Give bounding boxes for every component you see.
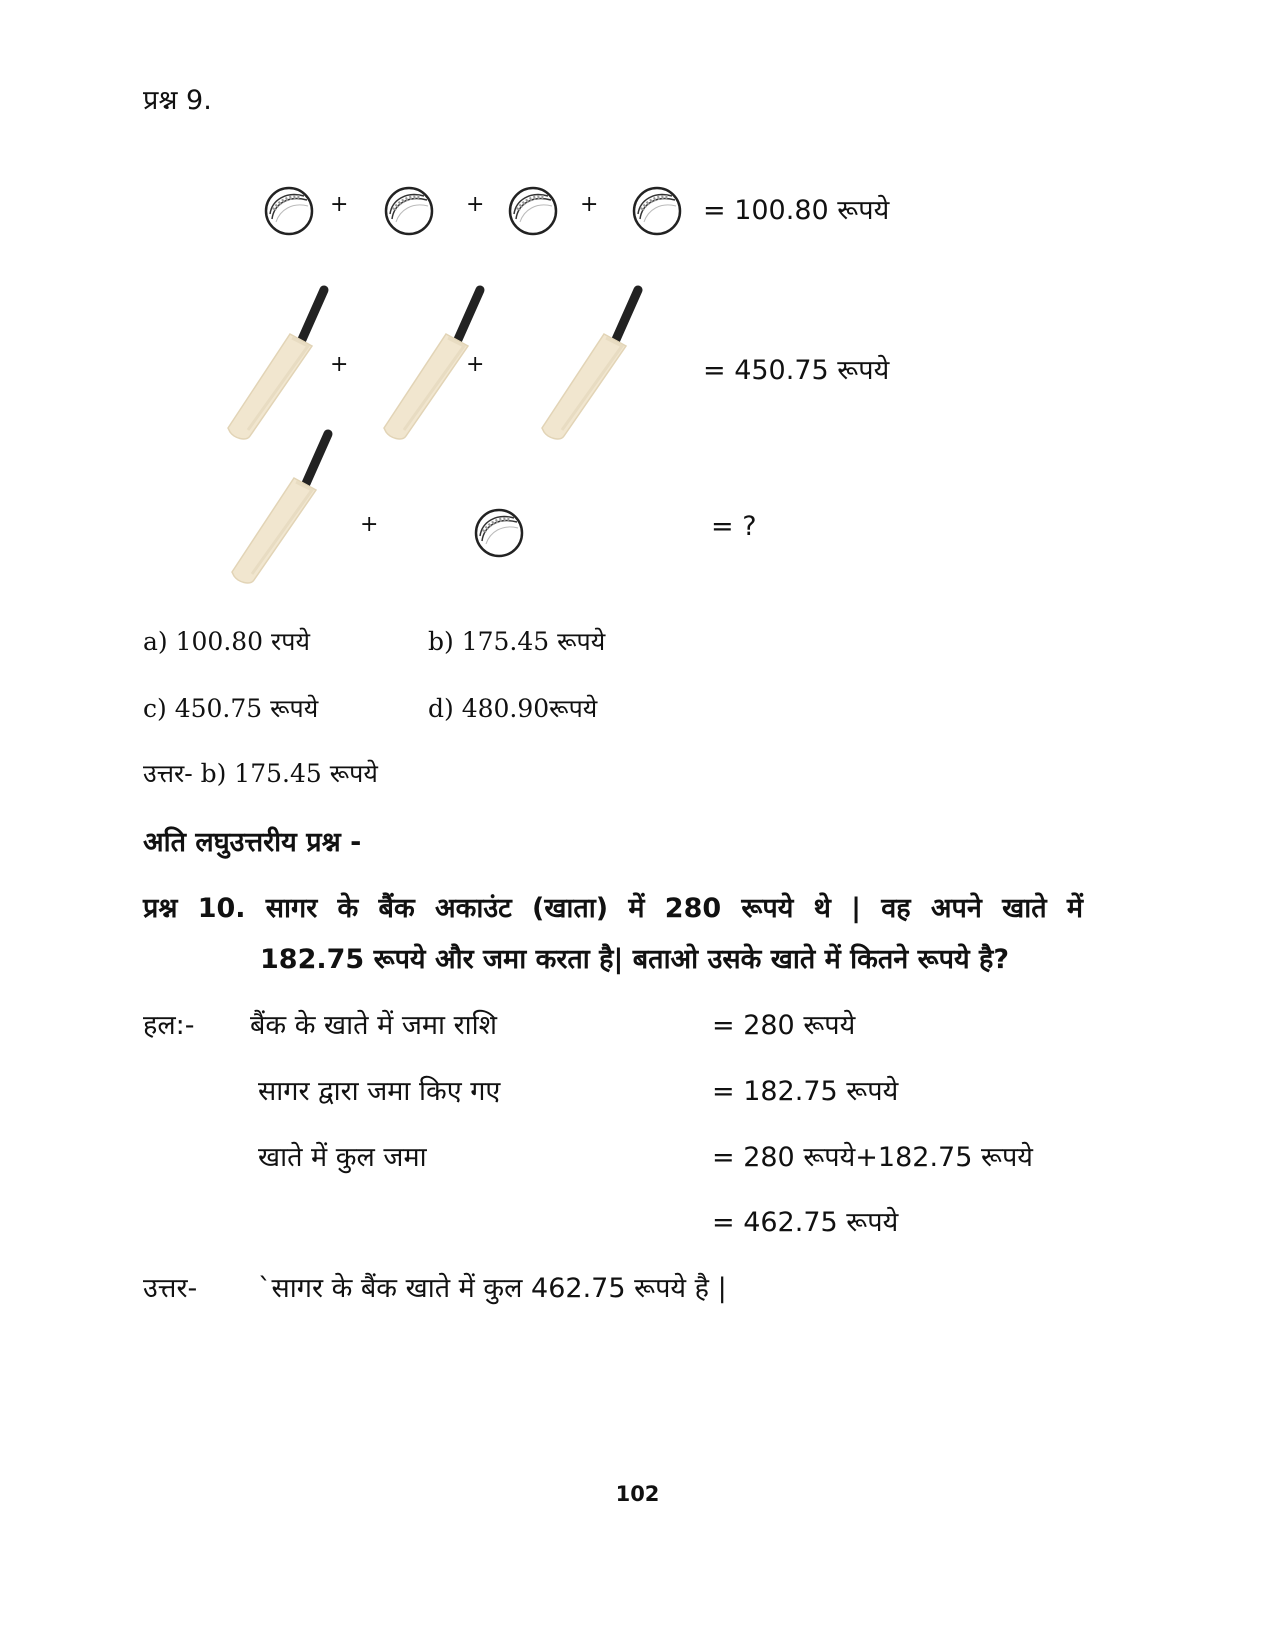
solution-step-value: = 462.75 रूपये: [712, 1207, 899, 1238]
cricket-bat-icon: [220, 284, 335, 444]
plus-sign: +: [330, 352, 349, 377]
question-10-answer-text: `सागर के बैंक खाते में कुल 462.75 रूपये है |: [258, 1273, 727, 1304]
section-heading: अति लघुउत्तरीय प्रश्न -: [143, 827, 362, 858]
solution-label: हल:-: [143, 1010, 195, 1041]
question-10-line-2: 182.75 रूपये और जमा करता है| बताओ उसके खाते में कितने रूपये है?: [260, 944, 1010, 975]
cricket-ball-icon: [264, 186, 314, 236]
question-9-answer: उत्तर- b) 175.45 रूपये: [143, 759, 378, 788]
solution-step-label: खाते में कुल जमा: [258, 1142, 427, 1173]
solution-step-label: बैंक के खाते में जमा राशि: [250, 1010, 497, 1041]
cricket-ball-icon: [384, 186, 434, 236]
solution-step-label: सागर द्वारा जमा किए गए: [258, 1076, 501, 1107]
question-10-line-1: प्रश्न 10. सागर के बैंक अकाउंट (खाता) में 280 रूपये थे | वह अपने खाते में: [143, 893, 1083, 924]
row3-result: = ?: [711, 511, 757, 542]
option-d: d) 480.90रूपये: [428, 694, 598, 723]
row2-result: = 450.75 रूपये: [703, 355, 890, 386]
plus-sign: +: [580, 192, 599, 217]
plus-sign: +: [466, 352, 485, 377]
plus-sign: +: [330, 192, 349, 217]
cricket-ball-icon: [632, 186, 682, 236]
cricket-ball-icon: [474, 508, 524, 558]
solution-step-value: = 280 रूपये+182.75 रूपये: [712, 1142, 1033, 1173]
cricket-bat-icon: [534, 284, 649, 444]
cricket-bat-icon: [224, 428, 339, 588]
option-c: c) 450.75 रूपये: [143, 694, 319, 723]
plus-sign: +: [360, 512, 379, 537]
option-a: a) 100.80 रपये: [143, 627, 310, 656]
solution-step-value: = 182.75 रूपये: [712, 1076, 899, 1107]
row1-result: = 100.80 रूपये: [703, 195, 890, 226]
question-10-answer-label: उत्तर-: [143, 1273, 198, 1304]
cricket-ball-icon: [508, 186, 558, 236]
option-b: b) 175.45 रूपये: [428, 627, 606, 656]
page-number: 102: [615, 1482, 660, 1506]
solution-step-value: = 280 रूपये: [712, 1010, 856, 1041]
plus-sign: +: [466, 192, 485, 217]
question-9-label: प्रश्न 9.: [143, 85, 212, 116]
